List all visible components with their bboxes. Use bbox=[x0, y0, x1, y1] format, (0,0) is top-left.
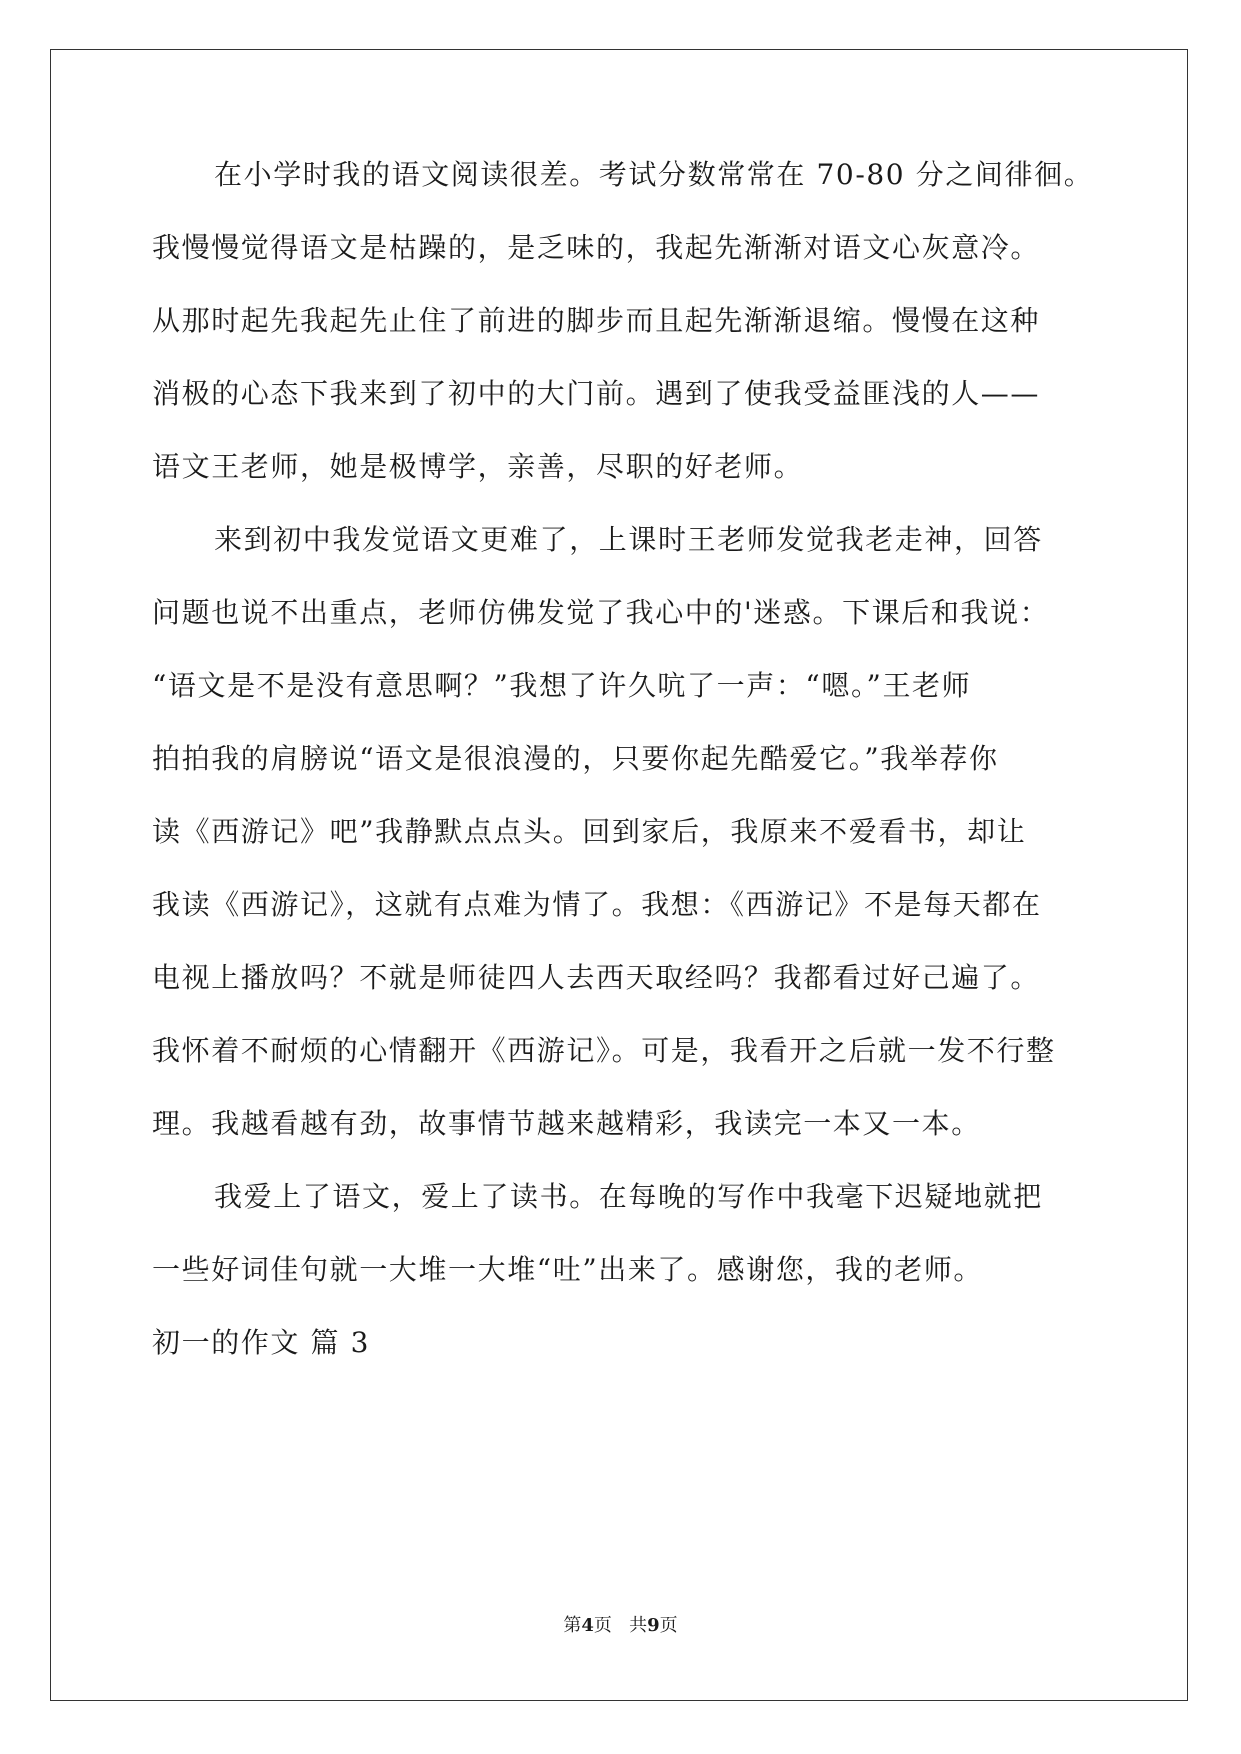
paragraph-3-line-1: 我爱上了语文，爱上了读书。在每晚的写作中我毫下迟疑地就把 bbox=[214, 1180, 1043, 1213]
paragraph-1-line-1: 在小学时我的语文阅读很差。考试分数常常在 70-80 分之间徘徊。 bbox=[214, 158, 1094, 191]
paragraph-2-line-5: 读《西游记》吧”我静默点点头。回到家后，我原来不爱看书，却让 bbox=[152, 815, 1027, 848]
paragraph-1-line-2: 我慢慢觉得语文是枯躁的，是乏味的，我起先渐渐对语文心灰意冷。 bbox=[152, 231, 1041, 264]
page-total: 9 bbox=[647, 1615, 660, 1636]
section-heading: 初一的作文 篇 3 bbox=[152, 1326, 371, 1359]
page-footer bbox=[0, 1614, 1241, 1638]
paragraph-2-line-9: 理。我越看越有劲，故事情节越来越精彩，我读完一本又一本。 bbox=[152, 1107, 981, 1140]
paragraph-2-line-3: “语文是不是没有意思啊？”我想了许久吭了一声：“嗯。”王老师 bbox=[152, 669, 972, 702]
paragraph-1-line-4: 消极的心态下我来到了初中的大门前。遇到了使我受益匪浅的人—— bbox=[152, 377, 1041, 410]
paragraph-1-line-3: 从那时起先我起先止住了前进的脚步而且起先渐渐退缩。慢慢在这种 bbox=[152, 304, 1041, 337]
total-suffix: 页 bbox=[659, 1615, 678, 1636]
paragraph-2-line-7: 电视上播放吗？不就是师徒四人去西天取经吗？我都看过好己遍了。 bbox=[152, 961, 1041, 994]
page-prefix: 第 bbox=[563, 1615, 582, 1636]
page-current: 4 bbox=[581, 1615, 594, 1636]
paragraph-3-line-2: 一些好词佳句就一大堆一大堆“吐”出来了。感谢您，我的老师。 bbox=[152, 1253, 984, 1286]
page-suffix: 页 bbox=[593, 1615, 612, 1636]
paragraph-2-line-4: 拍拍我的肩膀说“语文是很浪漫的，只要你起先酷爱它。”我举荐你 bbox=[152, 742, 999, 775]
paragraph-1-line-5: 语文王老师，她是极博学，亲善，尽职的好老师。 bbox=[152, 450, 804, 483]
paragraph-2-line-2: 问题也说不出重点，老师仿佛发觉了我心中的'迷惑。下课后和我说： bbox=[152, 596, 1050, 629]
total-prefix: 共 bbox=[629, 1615, 648, 1636]
paragraph-2-line-1: 来到初中我发觉语文更难了，上课时王老师发觉我老走神，回答 bbox=[214, 523, 1043, 556]
page-border bbox=[50, 49, 1188, 1701]
paragraph-2-line-8: 我怀着不耐烦的心情翻开《西游记》。可是，我看开之后就一发不行整 bbox=[152, 1034, 1056, 1067]
paragraph-2-line-6: 我读《西游记》，这就有点难为情了。我想：《西游记》不是每天都在 bbox=[152, 888, 1042, 921]
